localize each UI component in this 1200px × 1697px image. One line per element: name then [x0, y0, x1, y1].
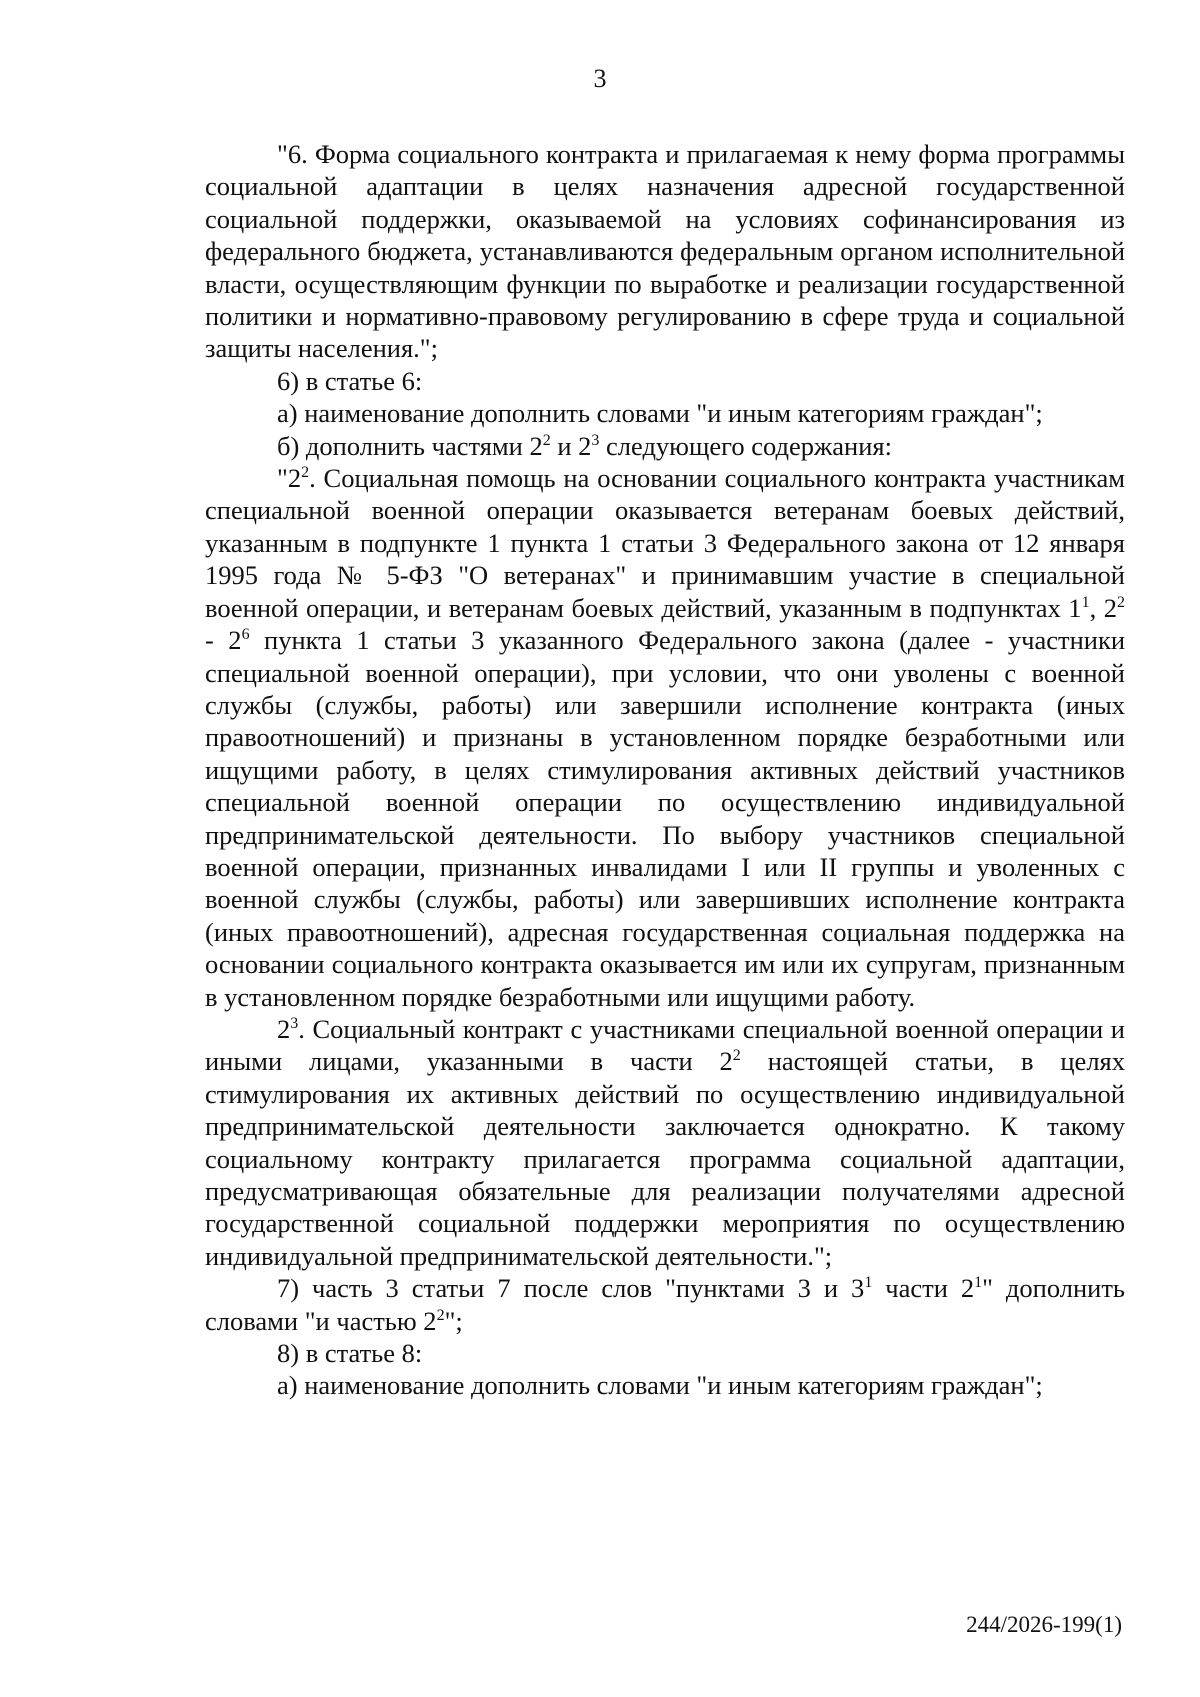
document-code: 244/2026-199(1)	[966, 1612, 1122, 1637]
paragraph-part-6: "6. Форма социального контракта и прилагаемая к нему форма программы социальной адаптации в целях назначения адресной государственной социальной поддержки, оказываемой на условиях софинансирования из федерального бюджета, устанавливаются федеральным органом исполнительной власти, осуществляющим функции по выработке и реализации государственной политики и нормативно-правовому регулированию в сфере труда и социальной защиты населения.";	[205, 139, 1125, 364]
paragraph-item-8: 8) в статье 8:	[277, 1338, 423, 1369]
document-body	[205, 138, 1125, 1402]
paragraph-item-8a: а) наименование дополнить словами "и иным категориям граждан";	[277, 1370, 1043, 1401]
paragraph-part-2-2: "$2^2$. Социальная помощь на основании социального контракта участникам специальной военной операции оказывается ветеранам боевых действий, указанным в подпункте 1 пункта 1 статьи 3 Федерального закона от 12 января 1995 года № 5-ФЗ "О ветеранах" и принимавшим участие в специальной военной операции, и ветеранам боевых действий, указанным в подпунктах $1^1$, $2^2 - 2^6$ пункта 1 статьи 3 указанного Федерального закона (далее - участники специальной военной операции), при условии, что они уволены с военной службы (службы, работы) или завершили исполнение контракта (иных правоотношений) и признаны в установленном порядке безработными или ищущими работу, в целях стимулирования активных действий участников специальной военной операции по осуществлению индивидуальной предпринимательской деятельности. По выбору участников специальной военной операции, признанных инвалидами I или II группы и уволенных с военной службы (службы, работы) или завершивших исполнение контракта (иных правоотношений), адресная государственная социальная поддержка на основании социального контракта оказывается им или их супругам, признанным в установленном порядке безработными или ищущими работу.	[205, 463, 1126, 1012]
paragraph-item-6: 6) в статье 6:	[277, 365, 423, 396]
page-number: 3	[593, 64, 607, 93]
paragraph-item-7: 7) часть 3 статьи 7 после слов "пунктами 3 и $3^1$ части $2^1$" дополнить словами "и частью $2^2$";	[205, 1273, 1126, 1336]
paragraph-item-6a: а) наименование дополнить словами "и иным категориям граждан";	[277, 398, 1043, 429]
paragraph-part-2-3: $2^3$. Социальный контракт с участниками специальной военной операции и иными лицами, указанными в части $2^2$ настоящей статьи, в целях стимулирования их активных действий по осуществлению индивидуальной предпринимательской деятельности заключается однократно. К такому социальному контракту прилагается программа социальной адаптации, предусматривающая обязательные для реализации получателями адресной государственной социальной поддержки мероприятия по осуществлению индивидуальной предпринимательской деятельности.";	[205, 1013, 1125, 1271]
paragraph-item-6b: б) дополнить частями $2^2$ и $2^3$ следующего содержания:	[277, 430, 892, 461]
